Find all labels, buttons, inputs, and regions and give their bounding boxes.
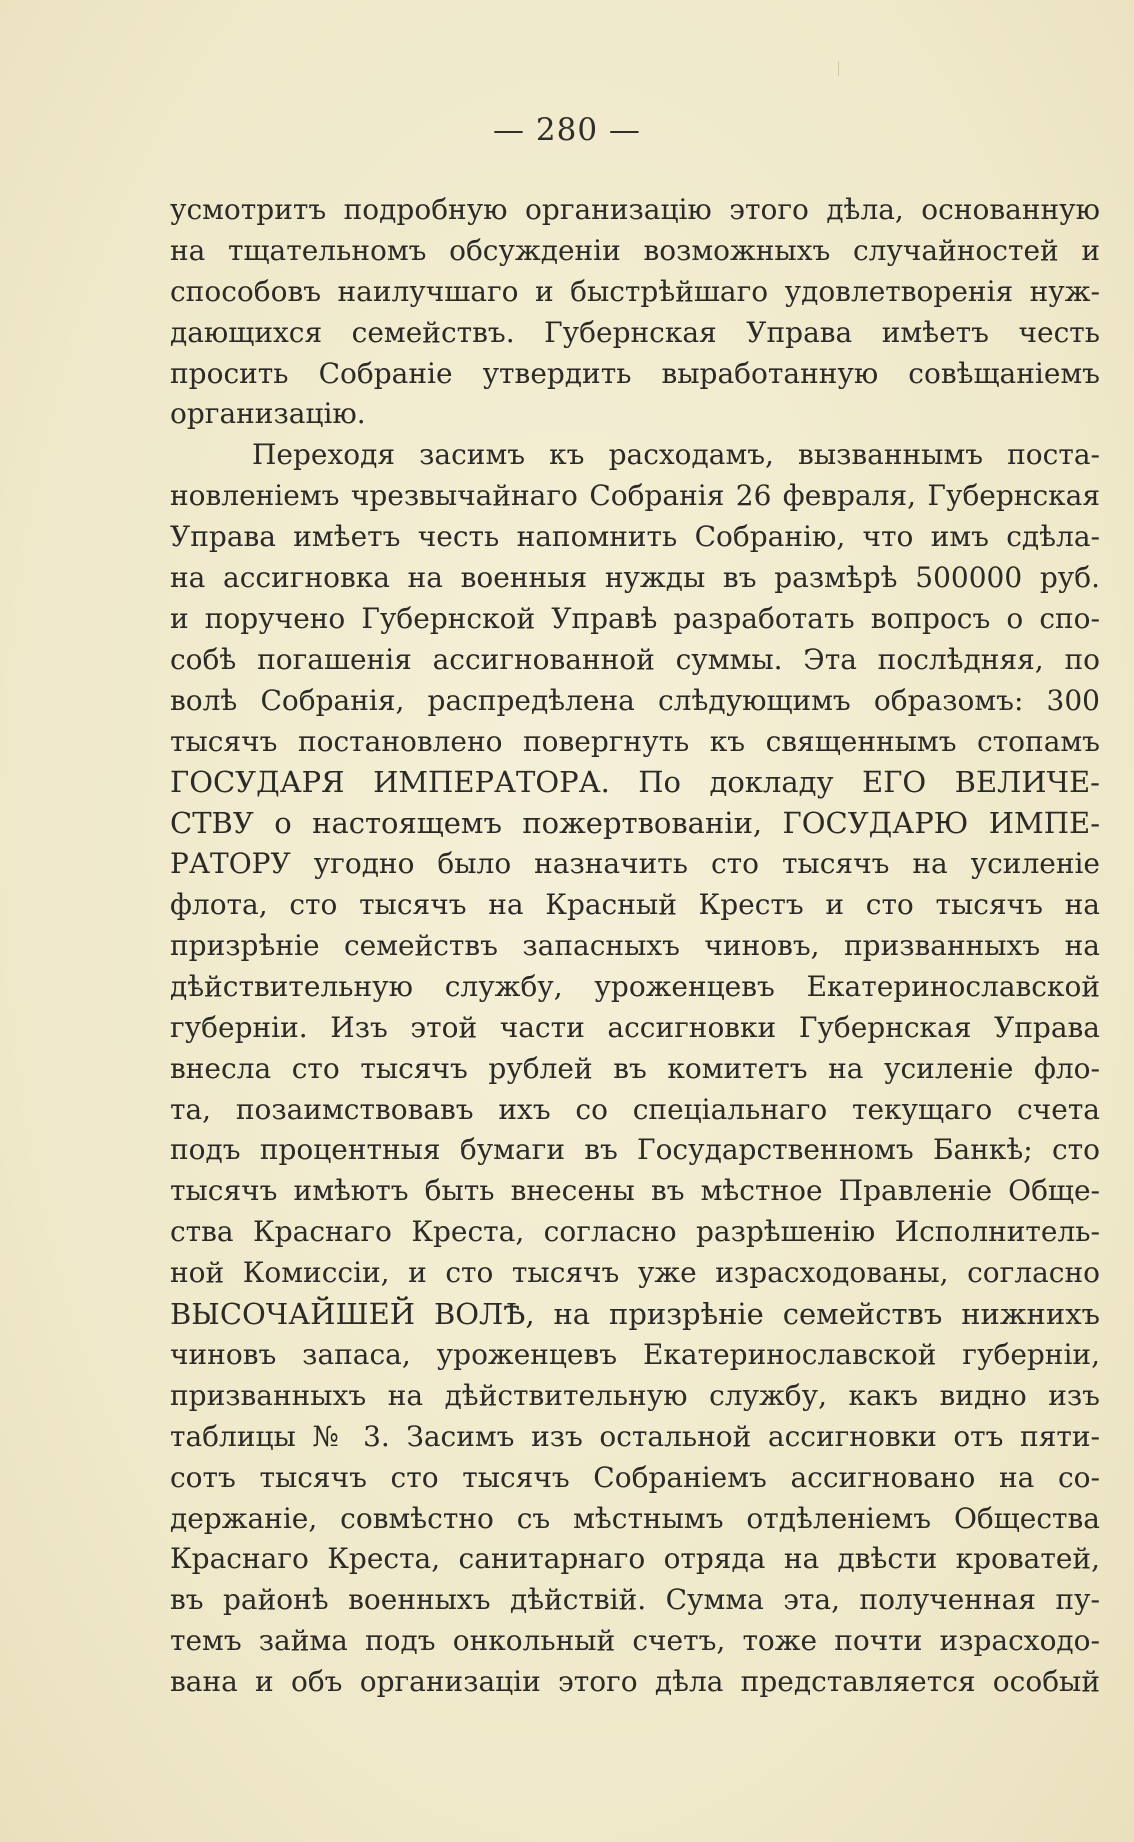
text-line: собѣ погашенія ассигнованной суммы. Эта послѣдняя, по <box>170 642 1100 676</box>
text-line: Краснаго Креста, санитарнаго отряда на двѣсти кроватей, <box>170 1542 1100 1576</box>
text-line: усмотритъ подробную организацію этого дѣла, основанную <box>170 193 1100 226</box>
page-number: — 280 — <box>493 112 641 148</box>
text-line: вана и объ организаціи этого дѣла представляется особый <box>170 1665 1100 1699</box>
text-line: ВЫСОЧАЙШЕЙ ВОЛѢ, на призрѣніе семействъ нижнихъ <box>170 1297 1100 1332</box>
text-line: чиновъ запаса, уроженцевъ Екатеринославской губерніи, <box>170 1337 1100 1371</box>
text-line: просить Собраніе утвердить выработанную совѣщаніемъ <box>170 356 1100 390</box>
text-line: та, позаимствовавъ ихъ со спеціальнаго текущаго счета <box>170 1092 1100 1126</box>
text-line: держаніе, совмѣстно съ мѣстнымъ отдѣленіемъ Общества <box>170 1501 1100 1535</box>
text-line: внесла сто тысячъ рублей въ комитетъ на усиленіе фло- <box>170 1051 1100 1085</box>
text-line: на тщательномъ обсужденіи возможныхъ случайностей и <box>170 233 1100 267</box>
text-line: тысячъ имѣютъ быть внесены въ мѣстное Правленіе Обще- <box>170 1174 1100 1208</box>
scan-mark <box>838 62 839 76</box>
text-line: и поручено Губернской Управѣ разработать вопросъ о спо- <box>170 601 1100 635</box>
text-line: ства Краснаго Креста, согласно разрѣшенію Исполнитель- <box>170 1215 1100 1249</box>
text-line: способовъ наилучшаго и быстрѣйшаго удовлетворенія нуж- <box>170 274 1100 308</box>
text-line: сотъ тысячъ сто тысячъ Собраніемъ ассигновано на со- <box>170 1460 1100 1494</box>
text-line: на ассигновка на военныя нужды въ размѣрѣ 500000 руб. <box>170 561 1100 595</box>
text-line: призрѣніе семействъ запасныхъ чиновъ, призванныхъ на <box>170 929 1100 963</box>
text-line: Переходя засимъ къ расходамъ, вызваннымъ поста- <box>252 438 1100 472</box>
text-line: ГОСУДАРЯ ИМПЕРАТОРА. По докладу ЕГО ВЕЛИЧЕ- <box>170 765 1100 800</box>
body-text <box>170 190 1100 1703</box>
text-line: волѣ Собранія, распредѣлена слѣдующимъ образомъ: 300 <box>170 683 1100 717</box>
text-line: Управа имѣетъ честь напомнить Собранію, что имъ сдѣла- <box>170 520 1100 554</box>
text-line: таблицы № 3. Засимъ изъ остальной ассигновки отъ пяти- <box>170 1419 1100 1453</box>
text-line: тысячъ постановлено повергнуть къ священнымъ стопамъ <box>170 724 1100 758</box>
text-line: флота, сто тысячъ на Красный Крестъ и сто тысячъ на <box>170 888 1100 922</box>
text-line: СТВУ о настоящемъ пожертвованіи, ГОСУДАРЮ ИМПЕ- <box>170 806 1100 841</box>
text-line: дѣйствительную службу, уроженцевъ Екатеринославской <box>170 969 1100 1003</box>
text-line: РАТОРУ угодно было назначить сто тысячъ на усиленіе <box>170 847 1100 881</box>
text-line: темъ займа подъ онкольный счетъ, тоже почти израсходо- <box>170 1624 1100 1658</box>
text-line: призванныхъ на дѣйствительную службу, какъ видно изъ <box>170 1378 1100 1412</box>
text-line: подъ процентныя бумаги въ Государственномъ Банкѣ; сто <box>170 1133 1100 1167</box>
text-line: ной Комиссіи, и сто тысячъ уже израсходованы, согласно <box>170 1256 1100 1290</box>
text-line: дающихся семействъ. Губернская Управа имѣетъ честь <box>170 315 1100 349</box>
text-line: организацію. <box>170 397 366 431</box>
text-line: въ районѣ военныхъ дѣйствій. Сумма эта, полученная пу- <box>170 1583 1100 1617</box>
text-line: губерніи. Изъ этой части ассигновки Губернская Управа <box>170 1010 1100 1044</box>
text-line: новленіемъ чрезвычайнаго Собранія 26 февраля, Губернская <box>170 479 1100 513</box>
